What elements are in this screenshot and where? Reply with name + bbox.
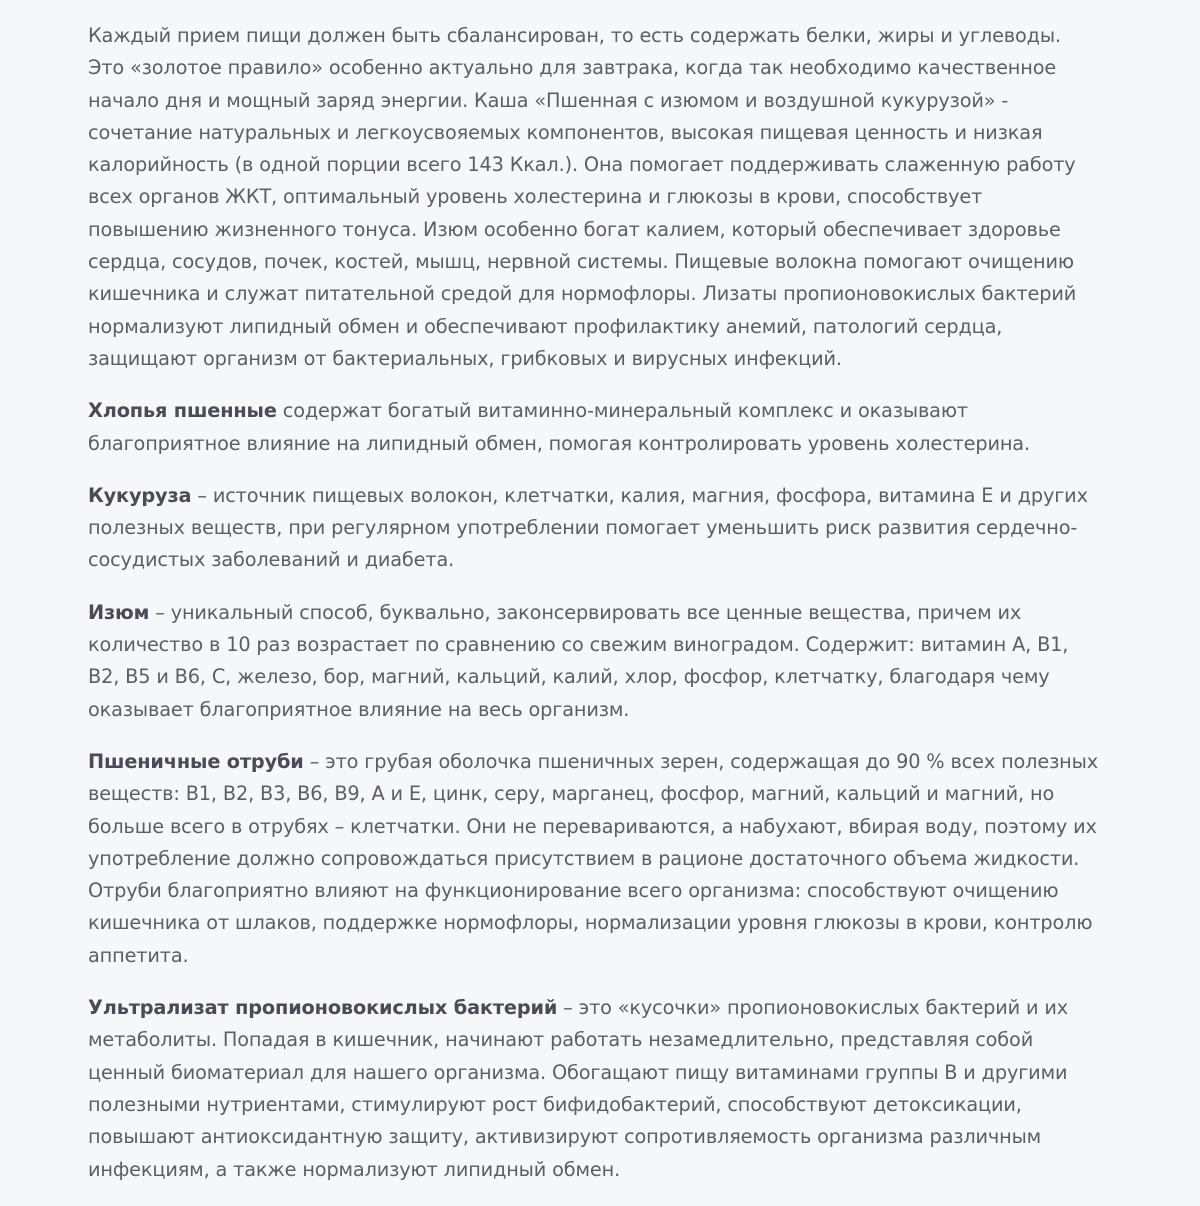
- term-wheat-bran: Пшеничные отруби: [88, 749, 304, 773]
- term-corn: Кукуруза: [88, 483, 192, 507]
- article-body: [88, 20, 1098, 1206]
- description-raisins: – уникальный способ, буквально, законсервировать все ценные вещества, причем их количество в 10 раз возрастает по сравнению со свежим виноградом. Содержит: витамин А, В1, В2, В5 и В6, С, железо, бор, магний, кальций, калий, хлор, фосфор, клетчатку, благодаря чему оказывает благоприятное влияние на весь организм.: [88, 600, 1069, 721]
- paragraph-corn: [88, 480, 1098, 577]
- term-ultralysate: Ультрализат пропионовокислых бактерий: [88, 996, 558, 1020]
- paragraph-millet-flakes: [88, 395, 1098, 460]
- description-millet-flakes: содержат богатый витаминно-минеральный комплекс и оказывают благоприятное влияние на липидный обмен, помогая контролировать уровень холестерина.: [88, 399, 1030, 455]
- intro-paragraph: Каждый прием пищи должен быть сбалансирован, то есть содержать белки, жиры и углеводы. Это «золотое правило» особенно актуально для завтрака, когда так необходимо качественное начало дня и мощный заряд энергии. Каша «Пшенная с изюмом и воздушной кукурузой» - сочетание натуральных и легкоусвояемых компонентов, высокая пищевая ценность и низкая калорийность (в одной порции всего 143 Ккал.). Она помогает поддерживать слаженную работу всех органов ЖКТ, оптимальный уровень холестерина и глюкозы в крови, способствует повышению жизненного тонуса. Изюм особенно богат калием, который обеспечивает здоровье сердца, сосудов, почек, костей, мышц, нервной системы. Пищевые волокна помогают очищению кишечника и служат питательной средой для нормофлоры. Лизаты пропионовокислых бактерий нормализуют липидный обмен и обеспечивают профилактику анемий, патологий сердца, защищают организм от бактериальных, грибковых и вирусных инфекций.: [88, 24, 1077, 370]
- term-millet-flakes: Хлопья пшенные: [88, 399, 277, 423]
- description-corn: – источник пищевых волокон, клетчатки, калия, магния, фосфора, витамина Е и других полезных веществ, при регулярном употреблении помогает уменьшить риск развития сердечно-сосудистых заболеваний и диабета.: [88, 483, 1088, 572]
- description-ultralysate: – это «кусочки» пропионовокислых бактерий и их метаболиты. Попадая в кишечник, начинают работать незамедлительно, представляя собой ценный биоматериал для нашего организма. Обогащают пищу витаминами группы В и другими полезными нутриентами, стимулируют рост бифидобактерий, способствуют детоксикации, повышают антиоксидантную защиту, активизируют сопротивляемость организма различным инфекциям, а также нормализуют липидный обмен.: [88, 996, 1069, 1181]
- paragraph-wheat-bran: [88, 746, 1098, 972]
- paragraph-raisins: [88, 597, 1098, 726]
- paragraph-ultralysate: [88, 992, 1098, 1186]
- term-raisins: Изюм: [88, 600, 150, 624]
- description-wheat-bran: – это грубая оболочка пшеничных зерен, содержащая до 90 % всех полезных веществ: В1, В2, В3, В6, В9, А и Е, цинк, серу, марганец, фосфор, магний, кальций и магний, но больше всего в отрубях – клетчатки. Они не перевариваются, а набухают, вбирая воду, поэтому их употребление должно сопровождаться присутствием в рационе достаточного объема жидкости. Отруби благоприятно влияют на функционирование всего организма: способствуют очищению кишечника от шлаков, поддержке нормофлоры, нормализации уровня глюкозы в крови, контролю аппетита.: [88, 749, 1098, 967]
